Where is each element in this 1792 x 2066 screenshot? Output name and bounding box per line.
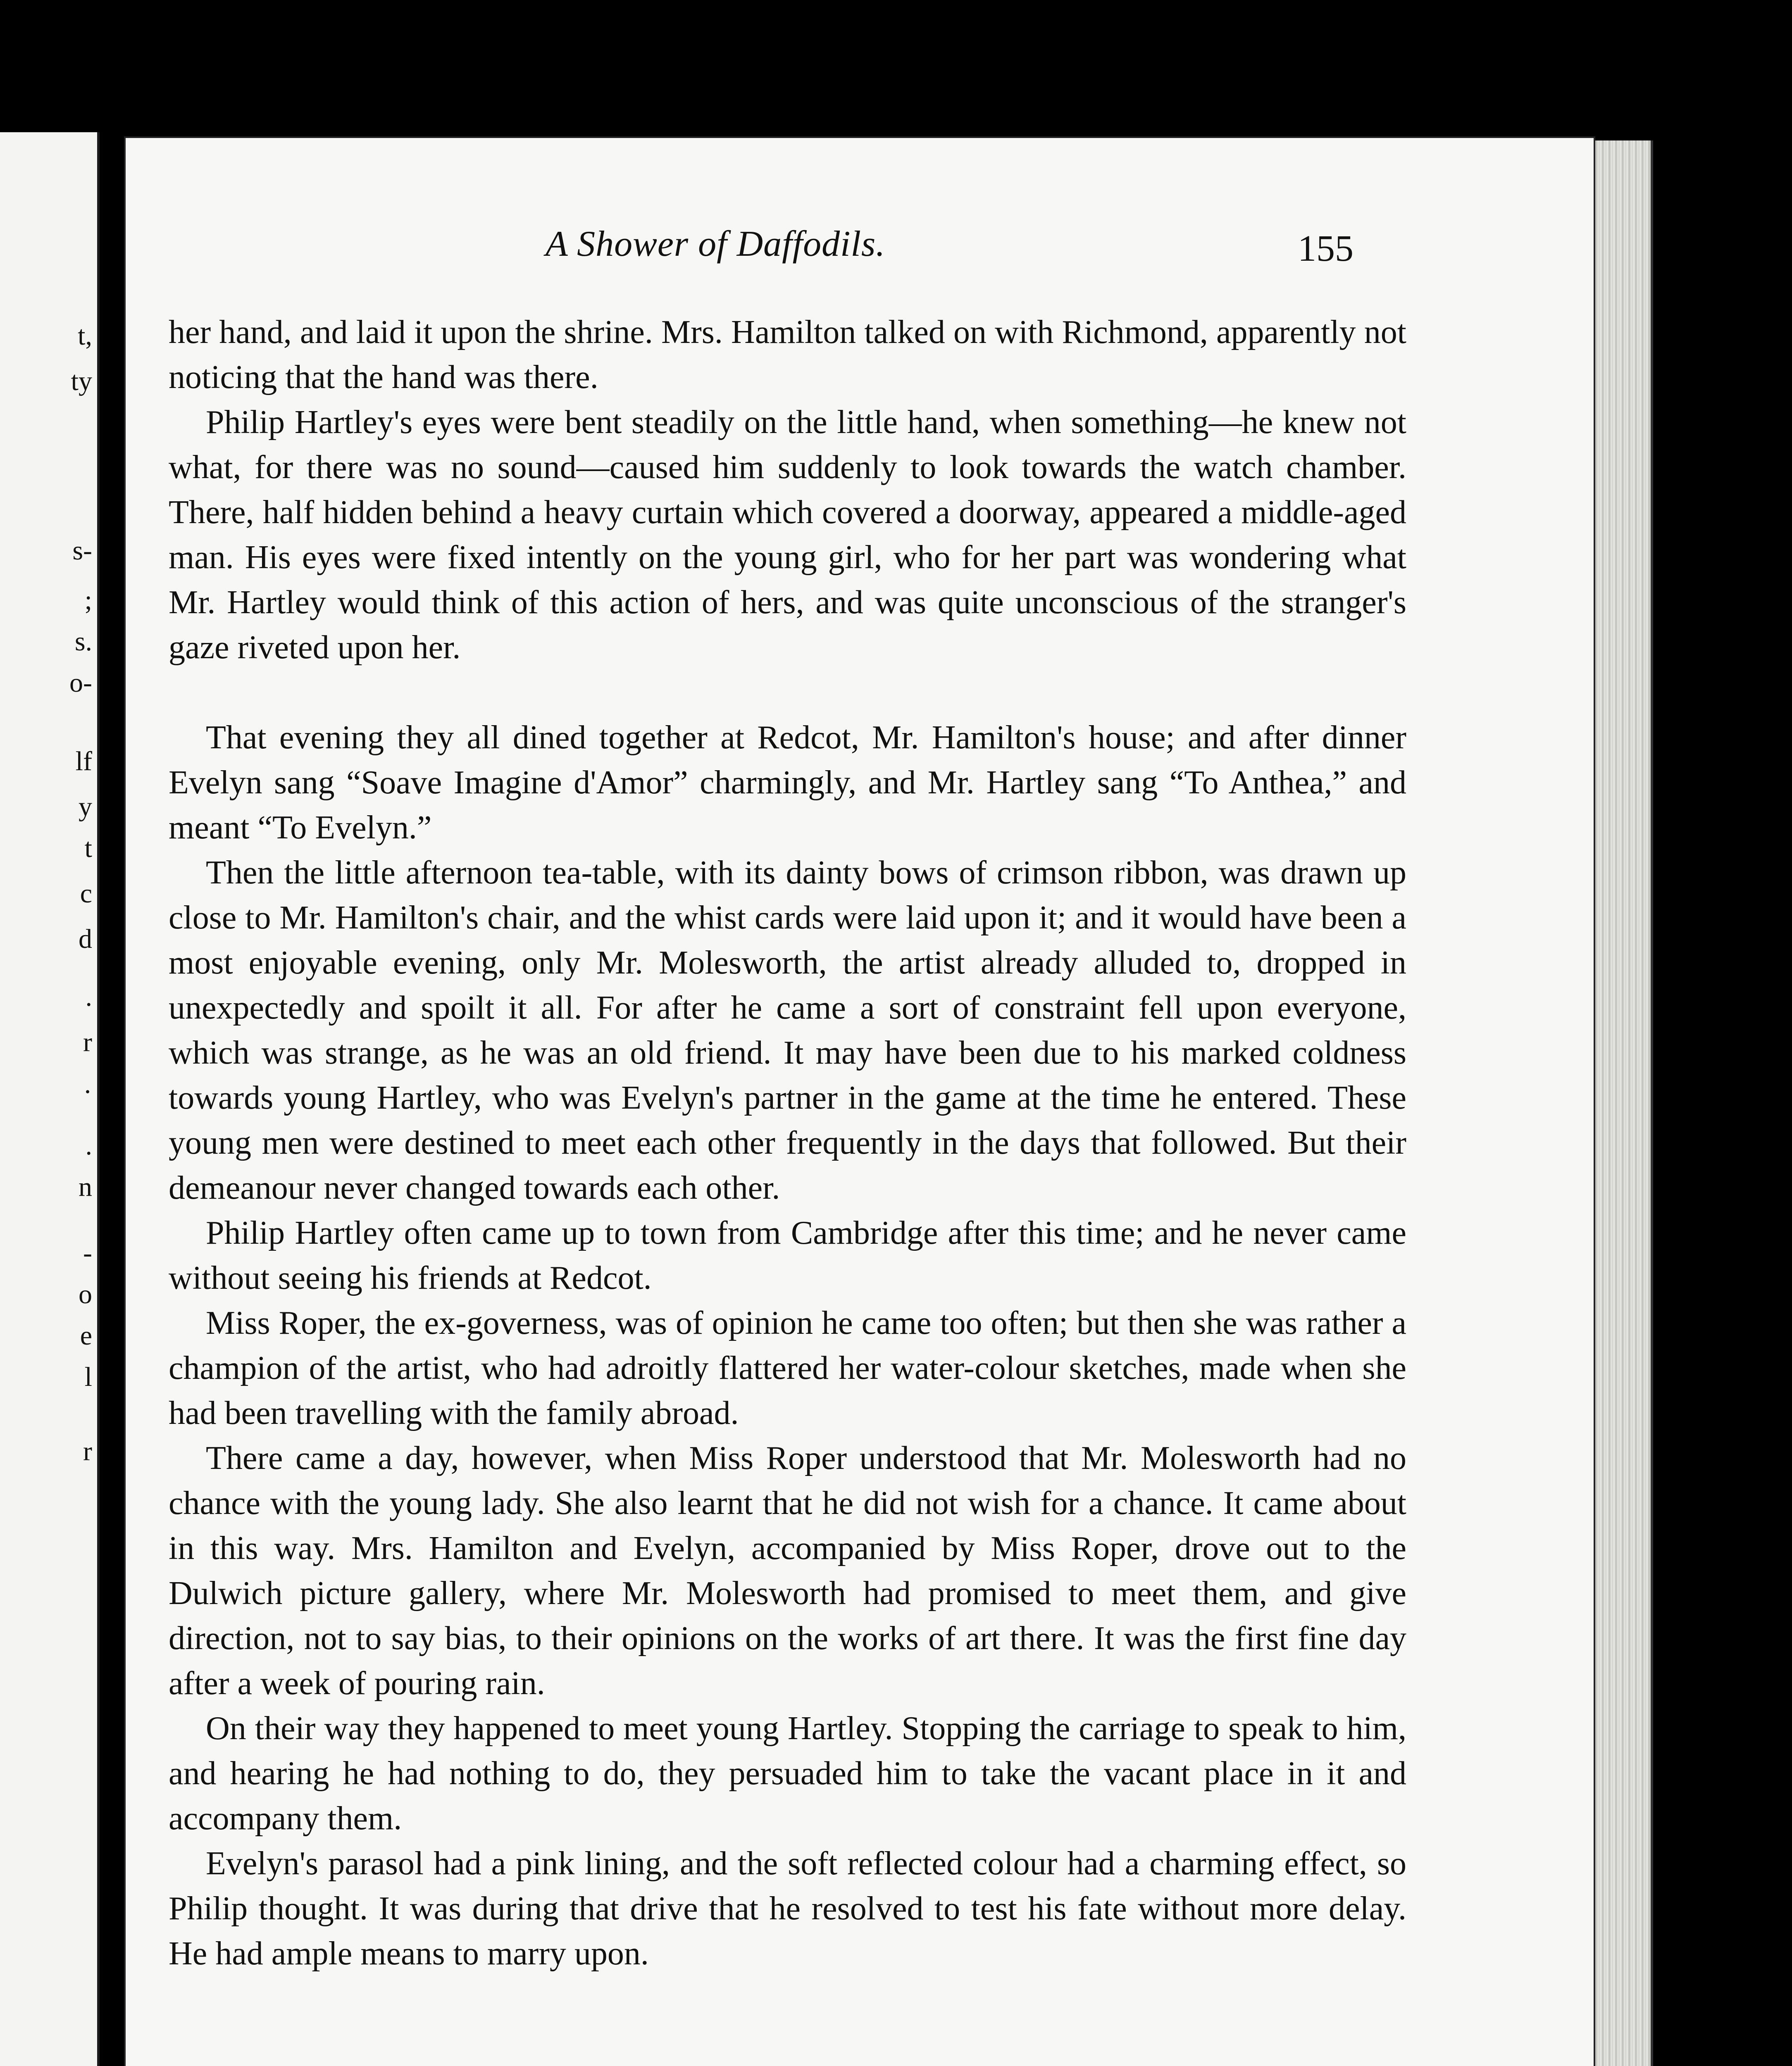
- paragraph: her hand, and laid it upon the shrine. Mrs. Hamilton talked on with Richmond, apparently not noticing that the hand was there.: [169, 314, 1406, 395]
- margin-fragment: s.: [74, 626, 92, 657]
- margin-fragment: l: [84, 1362, 92, 1392]
- paragraph: That evening they all dined together at Redcot, Mr. Hamilton's house; and after dinner Evelyn sang “Soave Imagine d'Amor” charmingly, and Mr. Hartley sang “To Anthea,” and meant “To Evelyn.”: [169, 719, 1406, 846]
- margin-fragment: r: [83, 1436, 92, 1466]
- paragraph: Philip Hartley often came up to town from Cambridge after this time; and he never came without seeing his friends at Redcot.: [169, 1215, 1406, 1296]
- margin-fragment: lf: [75, 746, 92, 776]
- margin-fragment: .: [85, 982, 92, 1012]
- paragraph: Miss Roper, the ex-governess, was of opinion he came too often; but then she was rather a champion of the artist, who had adroitly flattered her water-colour sketches, made when she had been travelling with the family abroad.: [169, 1305, 1406, 1431]
- margin-fragment: s-: [72, 536, 92, 566]
- margin-fragment: ;: [84, 585, 92, 615]
- margin-fragment: r: [83, 1027, 92, 1057]
- body-text: [169, 310, 1406, 1976]
- margin-fragment: y: [79, 792, 92, 822]
- previous-page-edge: [0, 132, 100, 2066]
- margin-fragment: n: [79, 1172, 92, 1202]
- book-page: [124, 136, 1595, 2066]
- paragraph: Then the little afternoon tea-table, with its dainty bows of crimson ribbon, was drawn up close to Mr. Hamilton's chair, and the whist cards were laid upon it; and it would have been a most enjoyable evening, only Mr. Molesworth, the artist already alluded to, dropped in unexpectedly and spoilt it all. For after he came a sort of constraint fell upon everyone, which was strange, as he was an old friend. It may have been due to his marked coldness towards young Hartley, who was Evelyn's partner in the game at the time he entered. These young men were destined to meet each other frequently in the days that followed. But their demeanour never changed towards each other.: [169, 854, 1406, 1206]
- margin-fragment: c: [80, 878, 92, 909]
- margin-fragment: -: [83, 1238, 92, 1268]
- margin-fragment: t,: [78, 321, 92, 351]
- margin-fragment: o-: [69, 668, 92, 698]
- margin-fragment: ty: [71, 366, 92, 396]
- paragraph: Evelyn's parasol had a pink lining, and the soft reflected colour had a charming effect, so Philip thought. It was during that drive that he resolved to test his fate without more delay. He had ample means to marry upon.: [169, 1845, 1406, 1972]
- page-number: 155: [1298, 228, 1354, 269]
- margin-fragment: d: [79, 924, 92, 954]
- paragraph: On their way they happened to meet young Hartley. Stopping the carriage to speak to him, and hearing he had nothing to do, they persuaded him to take the vacant place in it and accompany them.: [169, 1710, 1406, 1837]
- paragraph: There came a day, however, when Miss Roper understood that Mr. Molesworth had no chance with the young lady. She also learnt that he did not wish for a chance. It came about in this way. Mrs. Hamilton and Evelyn, accompanied by Miss Roper, drove out to the Dulwich picture gallery, where Mr. Molesworth had promised to meet them, and give direction, not to say bias, to their opinions on the works of art there. It was the first fine day after a week of pouring rain.: [169, 1440, 1406, 1702]
- margin-fragment: .: [85, 1131, 92, 1161]
- running-head: [124, 223, 1595, 273]
- running-title: A Shower of Daffodils.: [546, 224, 886, 264]
- margin-fragment: ·: [83, 1077, 92, 1107]
- margin-fragment: o: [79, 1279, 92, 1309]
- margin-fragment: e: [80, 1321, 92, 1351]
- margin-fragment: t: [84, 833, 92, 863]
- paragraph: Philip Hartley's eyes were bent steadily on the little hand, when something—he knew not what, for there was no sound—caused him suddenly to look towards the watch chamber. There, half hidden behind a heavy curtain which covered a doorway, appeared a middle-aged man. His eyes were fixed intently on the young girl, who for her part was wondering what Mr. Hartley would think of this action of hers, and was quite unconscious of the stranger's gaze riveted upon her.: [169, 404, 1406, 666]
